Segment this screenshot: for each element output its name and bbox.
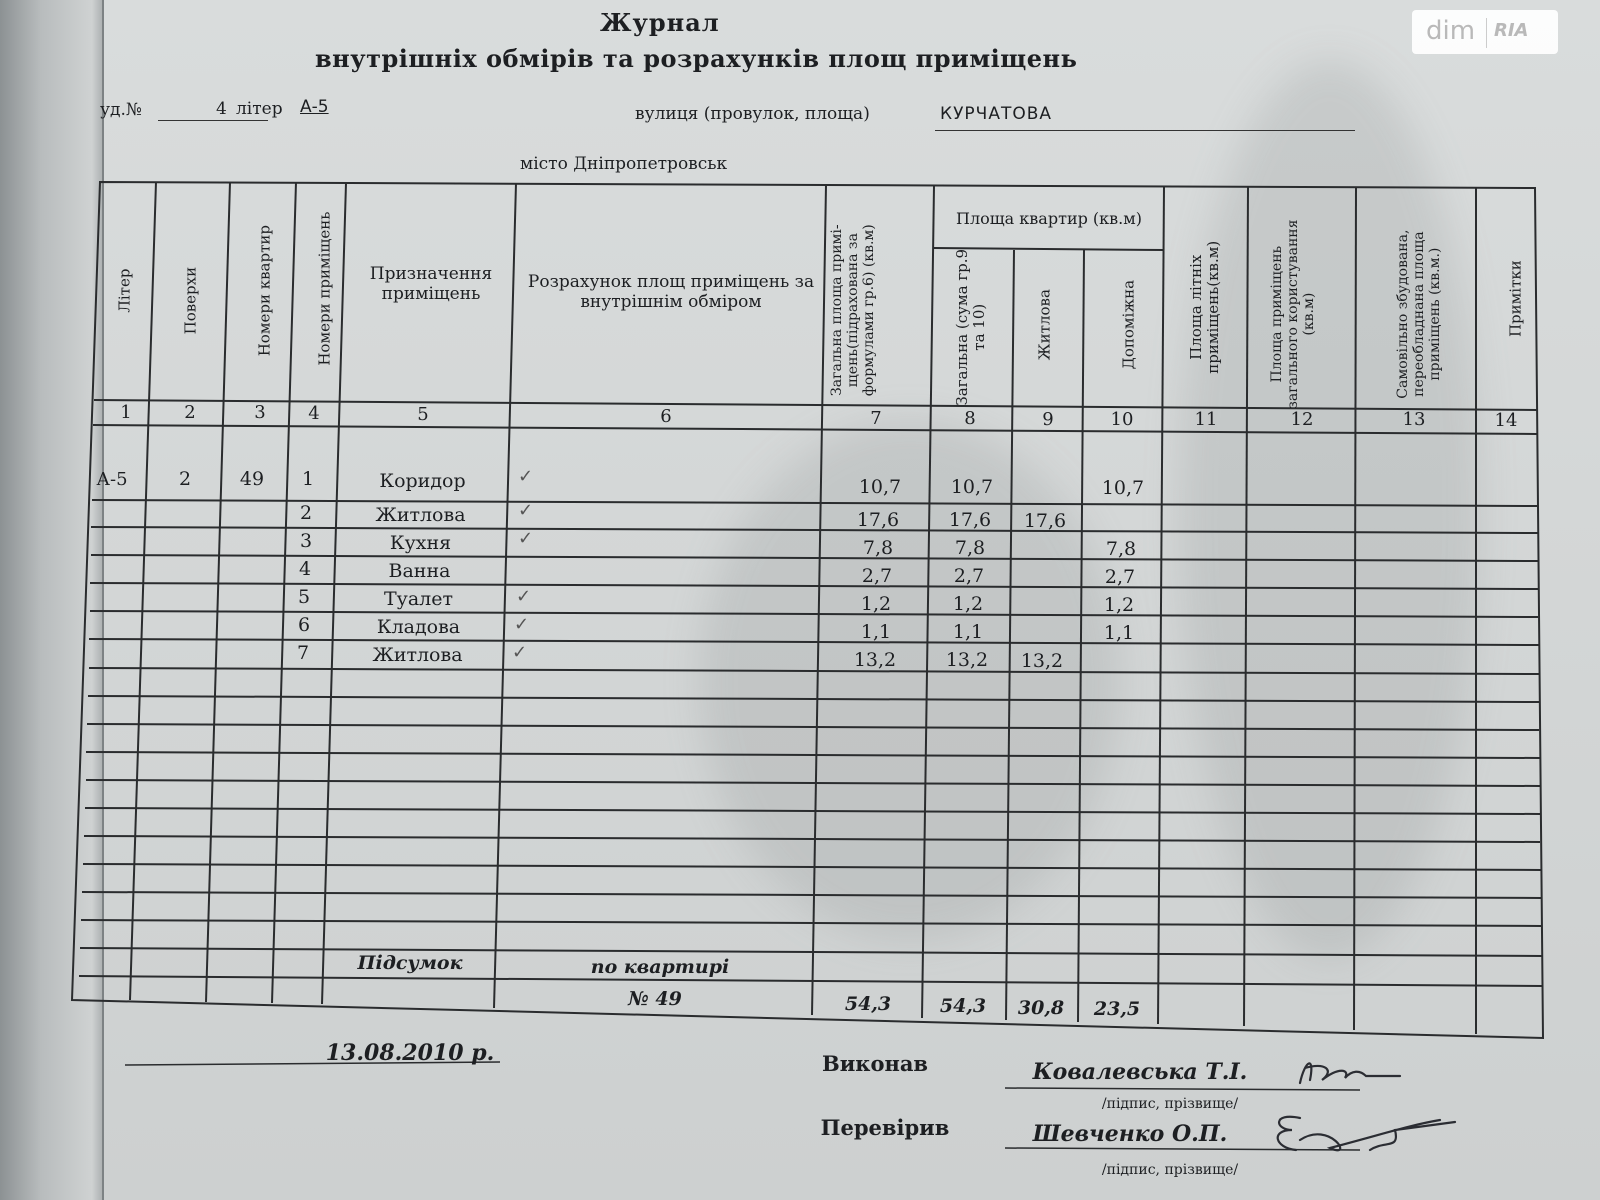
check-mark-icon: ✓ xyxy=(512,642,528,663)
row-line xyxy=(80,948,1542,956)
executor-underline xyxy=(1005,1088,1360,1090)
room-number: 2 xyxy=(299,502,313,525)
col-number: 5 xyxy=(417,404,429,425)
room-total-apt: 7,8 xyxy=(954,537,986,560)
room-living: 17,6 xyxy=(1023,510,1067,533)
room-living xyxy=(1012,476,1082,500)
footer-date: 13.08.2010 р. xyxy=(325,1040,495,1067)
row-apartment: 49 xyxy=(239,468,265,491)
room-total-apt: 2,7 xyxy=(953,565,985,588)
col-number: 7 xyxy=(870,408,882,429)
col-header-living: Житлова xyxy=(1035,289,1054,361)
room-living: 13,2 xyxy=(1020,650,1064,673)
liter-label: літер xyxy=(236,99,283,119)
watermark-sub: RIA xyxy=(1494,20,1529,41)
col-number: 11 xyxy=(1194,409,1218,430)
executed-name: Ковалевська Т.І. xyxy=(1032,1059,1248,1086)
room-aux: 1,1 xyxy=(1103,622,1135,645)
room-aux: 10,7 xyxy=(1101,477,1145,500)
room-number: 1 xyxy=(301,468,315,491)
col-number: 10 xyxy=(1110,409,1134,430)
room-aux: 1,2 xyxy=(1103,594,1135,617)
room-number: 6 xyxy=(297,614,311,637)
checked-caption: /підпис, прізвище/ xyxy=(1101,1161,1239,1178)
row-line xyxy=(84,836,1540,842)
room-total-area: 1,2 xyxy=(860,593,892,616)
col-header-purpose: Призначення приміщень xyxy=(369,264,493,304)
room-purpose: Кладова xyxy=(376,616,461,639)
row-line xyxy=(89,668,1539,674)
col-header-total-apt: Загальна (сума гр.9 та 10) xyxy=(952,248,988,406)
col-number: 14 xyxy=(1494,410,1518,431)
col-line xyxy=(1158,187,1164,1024)
room-aux xyxy=(1079,650,1157,674)
room-living xyxy=(1010,538,1080,562)
room-total-area: 7,8 xyxy=(862,537,894,560)
checker-signature xyxy=(1278,1117,1455,1151)
row-line xyxy=(81,920,1541,926)
watermark-brand: dim xyxy=(1426,16,1476,46)
row-liter: А-5 xyxy=(96,468,128,490)
row-line xyxy=(86,752,1540,758)
col-header-calculation: Розрахунок площ приміщень за внутрішнім обміром xyxy=(527,272,815,312)
row-line xyxy=(87,724,1539,730)
col-header-liter: Літер xyxy=(115,268,134,313)
street-label: вулиця (провулок, площа) xyxy=(635,104,870,124)
room-total-apt: 1,1 xyxy=(952,621,984,644)
col-number: 6 xyxy=(660,406,672,427)
col-line xyxy=(1244,187,1248,1026)
room-aux: 7,8 xyxy=(1105,538,1137,561)
room-total-area: 1,1 xyxy=(860,621,892,644)
col-number: 2 xyxy=(184,402,196,423)
room-aux xyxy=(1082,510,1160,534)
doc-title: Журнал xyxy=(600,8,720,37)
room-number: 5 xyxy=(297,586,311,609)
room-total-area: 2,7 xyxy=(861,565,893,588)
row-line xyxy=(83,864,1541,870)
room-total-area: 17,6 xyxy=(856,509,900,532)
row-line xyxy=(88,696,1539,702)
check-mark-icon: ✓ xyxy=(518,528,534,549)
col-header-floors: Поверхи xyxy=(181,266,200,335)
col-header-notes: Примітки xyxy=(1506,260,1525,338)
room-total-apt: 17,6 xyxy=(948,509,992,532)
col-number: 9 xyxy=(1042,409,1054,430)
summary-label: Підсумок xyxy=(357,952,463,975)
checked-name: Шевченко О.П. xyxy=(1032,1121,1228,1148)
executor-signature xyxy=(1300,1063,1400,1083)
col-header-apartments: Номери квартир xyxy=(255,224,274,357)
check-mark-icon: ✓ xyxy=(518,466,534,487)
room-number: 3 xyxy=(299,530,313,553)
house-label: уд.№ xyxy=(100,100,142,120)
room-purpose: Кухня xyxy=(389,532,452,555)
room-total-area: 13,2 xyxy=(853,649,897,672)
col-header-common-area: Площа приміщень загального користування (кв.м) xyxy=(1268,219,1318,409)
room-total-area: 10,7 xyxy=(858,476,902,499)
room-purpose: Житлова xyxy=(372,644,463,667)
col-number: 13 xyxy=(1402,409,1426,430)
row-line xyxy=(86,780,1540,786)
check-mark-icon: ✓ xyxy=(514,614,530,635)
room-living xyxy=(1009,566,1079,590)
row-line xyxy=(85,808,1540,814)
executed-caption: /підпис, прізвище/ xyxy=(1101,1095,1239,1112)
summary-total-apt: 54,3 xyxy=(939,995,987,1018)
room-purpose: Туалет xyxy=(383,588,453,611)
room-total-apt: 1,2 xyxy=(952,593,984,616)
col-header-summer-area: Площа літніх приміщень(кв.м) xyxy=(1186,240,1222,374)
house-value: 4 xyxy=(216,99,227,119)
room-living xyxy=(1008,594,1078,618)
col-number: 8 xyxy=(964,408,976,429)
check-mark-icon: ✓ xyxy=(516,586,532,607)
col-number: 12 xyxy=(1290,409,1314,430)
room-purpose: Житлова xyxy=(375,504,466,527)
summary-aux: 23,5 xyxy=(1093,998,1141,1021)
col-line xyxy=(130,182,156,1000)
summary-total: 54,3 xyxy=(844,993,892,1016)
row-floor: 2 xyxy=(178,468,192,491)
room-purpose: Коридор xyxy=(379,470,466,493)
room-purpose: Ванна xyxy=(388,560,451,583)
room-total-apt: 10,7 xyxy=(950,476,994,499)
col-number: 1 xyxy=(120,402,132,423)
room-number: 7 xyxy=(296,642,310,665)
executed-label: Виконав xyxy=(821,1050,929,1076)
city: місто Дніпропетровськ xyxy=(520,154,728,174)
street-value: КУРЧАТОВА xyxy=(940,104,1053,124)
col-header-auxiliary: Допоміжна xyxy=(1119,279,1138,370)
col-number: 4 xyxy=(308,403,320,424)
col-header-apartment-area-group: Площа квартир (кв.м) xyxy=(956,208,1142,228)
col-line xyxy=(206,182,230,1002)
liter-value: А-5 xyxy=(300,97,329,117)
col-header-unauthorized-area: Самовільно збудована, переобладнана площа приміщень (кв.м.) xyxy=(1394,229,1444,399)
summary-living: 30,8 xyxy=(1017,997,1065,1020)
room-aux: 2,7 xyxy=(1104,566,1136,589)
col-line xyxy=(1354,187,1356,1030)
row-line xyxy=(79,976,1542,986)
col-number: 3 xyxy=(254,402,266,423)
summary-apartment-no: № 49 xyxy=(628,988,682,1011)
room-total-apt: 13,2 xyxy=(945,649,989,672)
room-living xyxy=(1008,622,1078,646)
checked-label: Перевірив xyxy=(820,1114,950,1140)
row-line xyxy=(82,892,1541,898)
room-number: 4 xyxy=(298,558,312,581)
check-mark-icon: ✓ xyxy=(518,500,534,521)
col-header-total-area: Загальна площа примі- щень(підрахована за формулами гр.6) (кв.м) xyxy=(828,224,878,397)
summary-by-apartment: по квартирі xyxy=(590,956,730,979)
col-header-rooms: Номери приміщень xyxy=(315,211,334,366)
doc-subtitle: внутрішніх обмірів та розрахунків площ приміщень xyxy=(315,44,1078,73)
